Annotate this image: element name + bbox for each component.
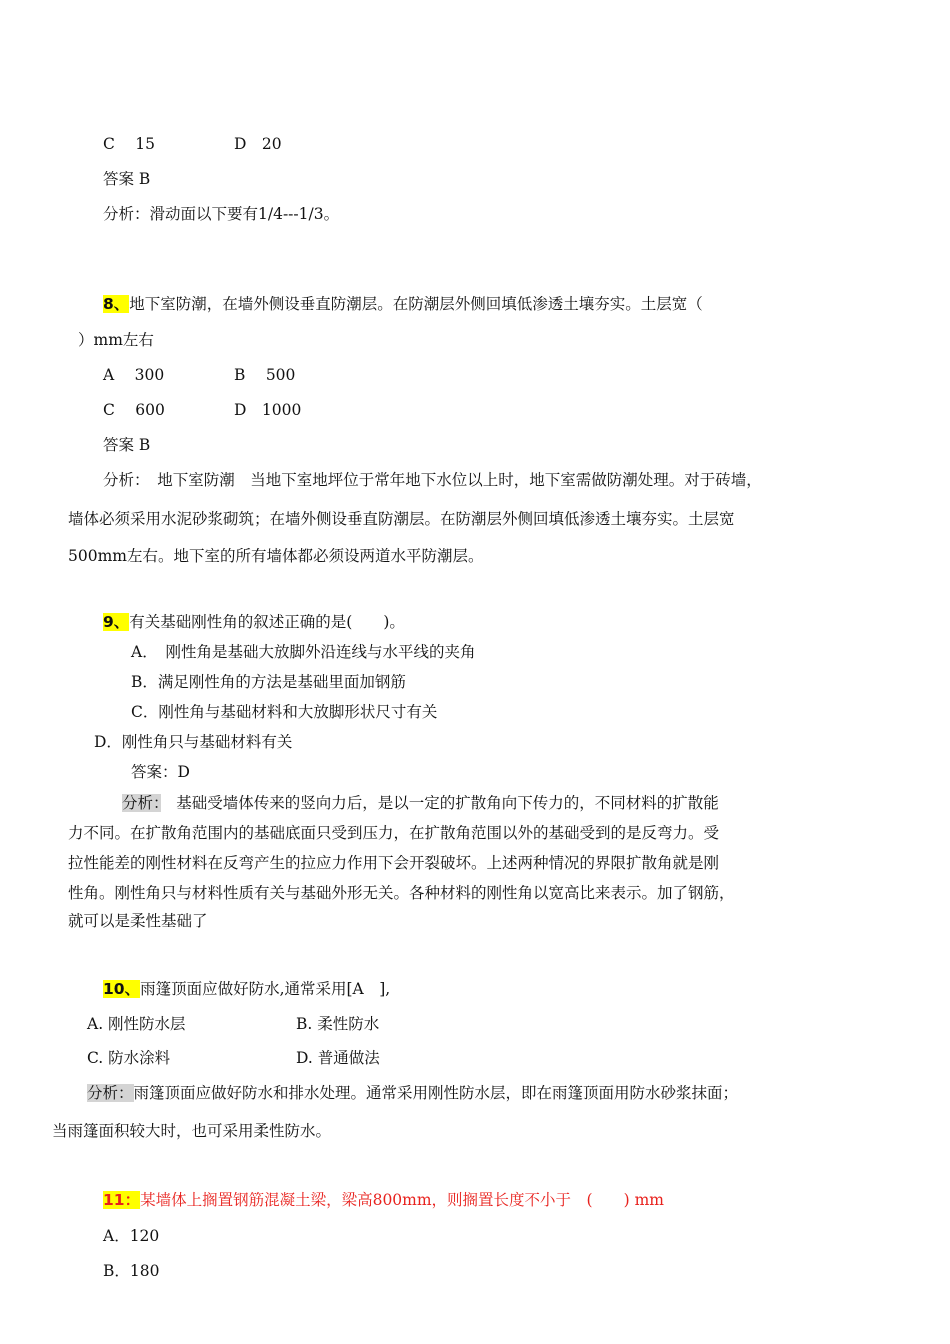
q9-analysis-line1 (122, 792, 719, 814)
q8-option-d: D 1000 (234, 401, 302, 419)
q7-analysis: 分析：滑动面以下要有1/4---1/3。 (103, 205, 340, 223)
q9-analysis-line3: 拉性能差的刚性材料在反弯产生的拉应力作用下会开裂破坏。上述两种情况的界限扩散角就是刚 (68, 854, 720, 872)
q9-analysis-line4: 性角。刚性角只与材料性质有关与基础外形无关。各种材料的刚性角以宽高比来表示。加了钢筋， (68, 884, 735, 902)
q11-question (103, 1189, 664, 1211)
q10-number: 10、 (103, 980, 141, 998)
q8-option-a: A 300 (103, 366, 165, 384)
q10-analysis-label: 分析： (87, 1084, 134, 1102)
q9-option-a: A． 刚性角是基础大放脚外沿连线与水平线的夹角 (131, 643, 476, 661)
q10-option-c: C. 防水涂料 (87, 1049, 171, 1067)
q8-question-line1 (103, 293, 703, 315)
q10-option-b: B. 柔性防水 (296, 1015, 380, 1033)
q10-option-a: A. 刚性防水层 (87, 1015, 186, 1033)
q9-question (103, 611, 405, 633)
q8-option-c: C 600 (103, 401, 165, 419)
q9-option-b: B．满足刚性角的方法是基础里面加钢筋 (131, 673, 406, 691)
q10-analysis-line1 (87, 1082, 738, 1104)
q9-option-c: C．刚性角与基础材料和大放脚形状尺寸有关 (131, 703, 438, 721)
q10-option-d: D. 普通做法 (296, 1049, 380, 1067)
q8-question-line2: ）mm左右 (78, 331, 154, 349)
q11-question-text: 某墙体上搁置钢筋混凝土梁，梁高800mm，则搁置长度不小于 ( ) mm (140, 1191, 664, 1209)
q9-option-d: D．刚性角只与基础材料有关 (94, 733, 293, 751)
q8-answer: 答案 B (103, 436, 151, 454)
q10-analysis-text1: 雨篷顶面应做好防水和排水处理。通常采用刚性防水层，即在雨篷顶面用防水砂浆抹面； (133, 1084, 739, 1102)
q7-answer: 答案 B (103, 170, 151, 188)
q9-answer: 答案：D (131, 763, 190, 781)
q9-question-text: 有关基础刚性角的叙述正确的是( )。 (129, 613, 405, 631)
q8-option-b: B 500 (234, 366, 296, 384)
q10-question-text: 雨篷顶面应做好防水,通常采用[A ], (140, 980, 391, 998)
q9-analysis-label: 分析： (122, 794, 161, 812)
q8-number: 8、 (103, 295, 130, 313)
q7-option-c: C 15 (103, 135, 156, 153)
q8-question-text: 地下室防潮，在墙外侧设垂直防潮层。在防潮层外侧回填低渗透土壤夯实。土层宽（ (129, 295, 703, 313)
q11-number: 11： (103, 1191, 141, 1209)
q10-analysis-line2: 当雨篷面积较大时，也可采用柔性防水。 (52, 1122, 332, 1140)
q7-option-d: D 20 (234, 135, 282, 153)
q11-option-b: B．180 (103, 1262, 160, 1280)
q8-analysis-line3: 500mm左右。地下室的所有墙体都必须设两道水平防潮层。 (68, 547, 484, 565)
q9-analysis-line5: 就可以是柔性基础了 (68, 912, 208, 930)
q9-number: 9、 (103, 613, 130, 631)
q9-analysis-text1: 基础受墙体传来的竖向力后，是以一定的扩散角向下传力的，不同材料的扩散能 (160, 794, 719, 812)
q9-analysis-line2: 力不同。在扩散角范围内的基础底面只受到压力，在扩散角范围以外的基础受到的是反弯力。受 (68, 824, 720, 842)
q8-analysis-line1: 分析： 地下室防潮 当地下室地坪位于常年地下水位以上时，地下室需做防潮处理。对于砖墙， (103, 471, 762, 489)
q11-option-a: A．120 (103, 1227, 160, 1245)
q8-analysis-line2: 墙体必须采用水泥砂浆砌筑；在墙外侧设垂直防潮层。在防潮层外侧回填低渗透土壤夯实。土层宽 (68, 510, 735, 528)
q10-question (103, 978, 390, 1000)
